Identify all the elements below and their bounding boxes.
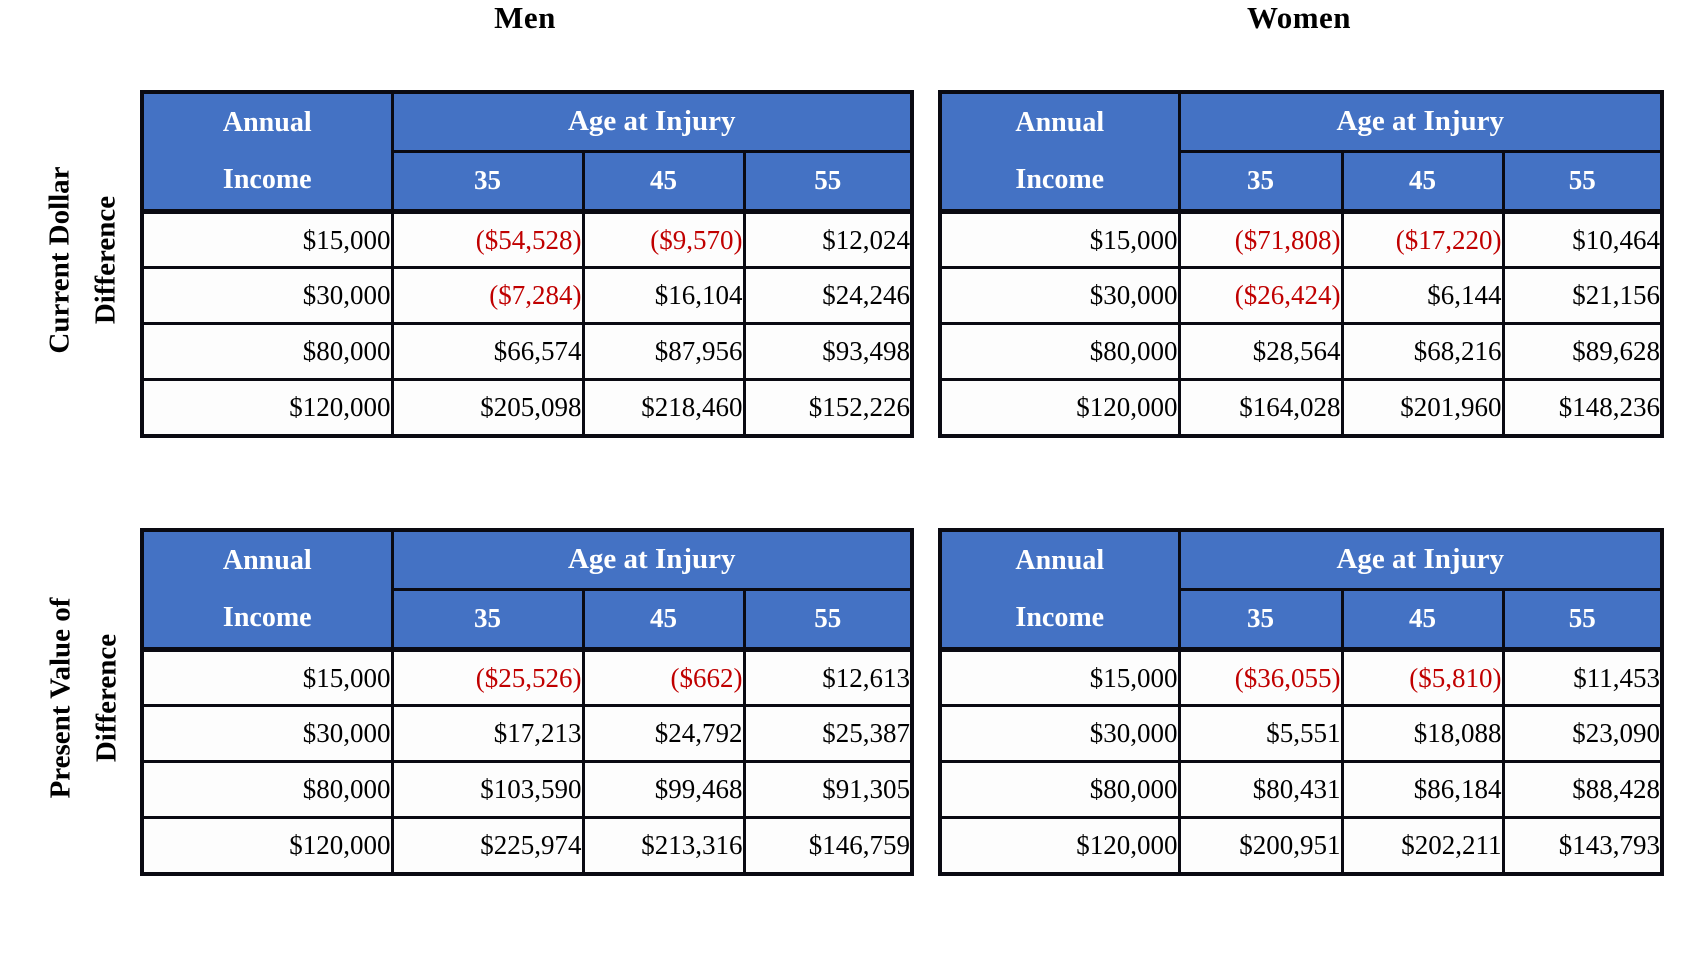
income-cell: $30,000	[142, 706, 392, 762]
header-annual-income	[940, 530, 1179, 650]
header-age-55: 55	[744, 151, 912, 211]
value-cell: $25,387	[744, 706, 912, 762]
column-title-men: Men	[494, 0, 556, 35]
value-cell: $91,305	[744, 762, 912, 818]
table-row	[142, 268, 912, 324]
header-age-at-injury: Age at Injury	[392, 530, 912, 589]
income-cell: $120,000	[142, 818, 392, 874]
vlabel-line: Present Value of	[44, 597, 77, 799]
value-cell: $18,088	[1342, 706, 1503, 762]
table-row	[142, 380, 912, 436]
value-cell: $143,793	[1503, 818, 1662, 874]
table-row	[142, 324, 912, 380]
income-cell: $15,000	[940, 212, 1179, 268]
value-cell: $66,574	[392, 324, 583, 380]
value-cell: $218,460	[583, 380, 744, 436]
table-row	[940, 324, 1662, 380]
value-cell: $89,628	[1503, 324, 1662, 380]
vlabel-line: Difference	[90, 195, 123, 325]
value-cell: $21,156	[1503, 268, 1662, 324]
value-cell: ($5,810)	[1342, 650, 1503, 706]
value-cell: $68,216	[1342, 324, 1503, 380]
header-age-35: 35	[1179, 589, 1342, 649]
value-cell: $28,564	[1179, 324, 1342, 380]
header-age-35: 35	[392, 151, 583, 211]
value-cell: ($26,424)	[1179, 268, 1342, 324]
value-cell: $80,431	[1179, 762, 1342, 818]
value-cell: $12,613	[744, 650, 912, 706]
header-income: Income	[222, 602, 312, 634]
value-cell: $16,104	[583, 268, 744, 324]
header-income: Income	[222, 164, 312, 196]
table-current-dollar-men	[140, 90, 914, 438]
value-cell: ($25,526)	[392, 650, 583, 706]
value-cell: $202,211	[1342, 818, 1503, 874]
header-annual-income	[142, 530, 392, 650]
value-cell: $11,453	[1503, 650, 1662, 706]
header-age-45: 45	[583, 589, 744, 649]
value-cell: $86,184	[1342, 762, 1503, 818]
income-cell: $30,000	[940, 268, 1179, 324]
header-annual: Annual	[1015, 544, 1105, 576]
income-cell: $80,000	[142, 762, 392, 818]
income-cell: $15,000	[142, 650, 392, 706]
value-cell: $88,428	[1503, 762, 1662, 818]
value-cell: $5,551	[1179, 706, 1342, 762]
value-cell: $164,028	[1179, 380, 1342, 436]
header-age-35: 35	[392, 589, 583, 649]
value-cell: $205,098	[392, 380, 583, 436]
income-cell: $80,000	[940, 324, 1179, 380]
table-present-value-women	[938, 528, 1664, 876]
table-row	[940, 650, 1662, 706]
table-row	[142, 212, 912, 268]
header-age-35: 35	[1179, 151, 1342, 211]
vlabel-line: Difference	[90, 633, 123, 763]
table-row	[142, 706, 912, 762]
header-annual: Annual	[222, 544, 312, 576]
income-cell: $120,000	[940, 380, 1179, 436]
table-row	[142, 818, 912, 874]
header-annual-income	[142, 92, 392, 212]
income-cell: $30,000	[142, 268, 392, 324]
value-cell: $200,951	[1179, 818, 1342, 874]
value-cell: ($9,570)	[583, 212, 744, 268]
table-row	[940, 212, 1662, 268]
table-row	[940, 818, 1662, 874]
income-cell: $80,000	[940, 762, 1179, 818]
table-current-dollar-women	[938, 90, 1664, 438]
row-group-label-current-dollar-difference	[28, 90, 138, 430]
value-cell: $10,464	[1503, 212, 1662, 268]
value-cell: $148,236	[1503, 380, 1662, 436]
value-cell: $213,316	[583, 818, 744, 874]
table-row	[940, 380, 1662, 436]
value-cell: ($71,808)	[1179, 212, 1342, 268]
income-cell: $120,000	[940, 818, 1179, 874]
header-age-at-injury: Age at Injury	[1179, 92, 1662, 151]
header-age-45: 45	[1342, 151, 1503, 211]
value-cell: ($7,284)	[392, 268, 583, 324]
table-row	[940, 706, 1662, 762]
value-cell: $17,213	[392, 706, 583, 762]
header-age-55: 55	[1503, 589, 1662, 649]
value-cell: $225,974	[392, 818, 583, 874]
header-annual: Annual	[1015, 106, 1105, 138]
header-age-at-injury: Age at Injury	[1179, 530, 1662, 589]
column-title-women: Women	[1246, 0, 1352, 35]
header-age-45: 45	[583, 151, 744, 211]
header-age-at-injury: Age at Injury	[392, 92, 912, 151]
value-cell: ($17,220)	[1342, 212, 1503, 268]
value-cell: ($662)	[583, 650, 744, 706]
table-row	[142, 650, 912, 706]
header-annual: Annual	[222, 106, 312, 138]
income-cell: $15,000	[940, 650, 1179, 706]
value-cell: $93,498	[744, 324, 912, 380]
income-cell: $120,000	[142, 380, 392, 436]
income-cell: $15,000	[142, 212, 392, 268]
header-age-55: 55	[1503, 151, 1662, 211]
income-cell: $80,000	[142, 324, 392, 380]
value-cell: $23,090	[1503, 706, 1662, 762]
value-cell: $201,960	[1342, 380, 1503, 436]
value-cell: $24,246	[744, 268, 912, 324]
table-row	[940, 268, 1662, 324]
value-cell: $12,024	[744, 212, 912, 268]
header-age-55: 55	[744, 589, 912, 649]
header-age-45: 45	[1342, 589, 1503, 649]
value-cell: $146,759	[744, 818, 912, 874]
value-cell: $87,956	[583, 324, 744, 380]
value-cell: $24,792	[583, 706, 744, 762]
value-cell: $6,144	[1342, 268, 1503, 324]
header-income: Income	[1015, 602, 1105, 634]
value-cell: ($36,055)	[1179, 650, 1342, 706]
table-row	[142, 762, 912, 818]
table-row	[940, 762, 1662, 818]
value-cell: $103,590	[392, 762, 583, 818]
value-cell: ($54,528)	[392, 212, 583, 268]
value-cell: $152,226	[744, 380, 912, 436]
header-income: Income	[1015, 164, 1105, 196]
value-cell: $99,468	[583, 762, 744, 818]
income-cell: $30,000	[940, 706, 1179, 762]
row-group-label-present-value-difference	[28, 528, 138, 868]
table-present-value-men	[140, 528, 914, 876]
vlabel-line: Current Dollar	[44, 166, 77, 354]
header-annual-income	[940, 92, 1179, 212]
